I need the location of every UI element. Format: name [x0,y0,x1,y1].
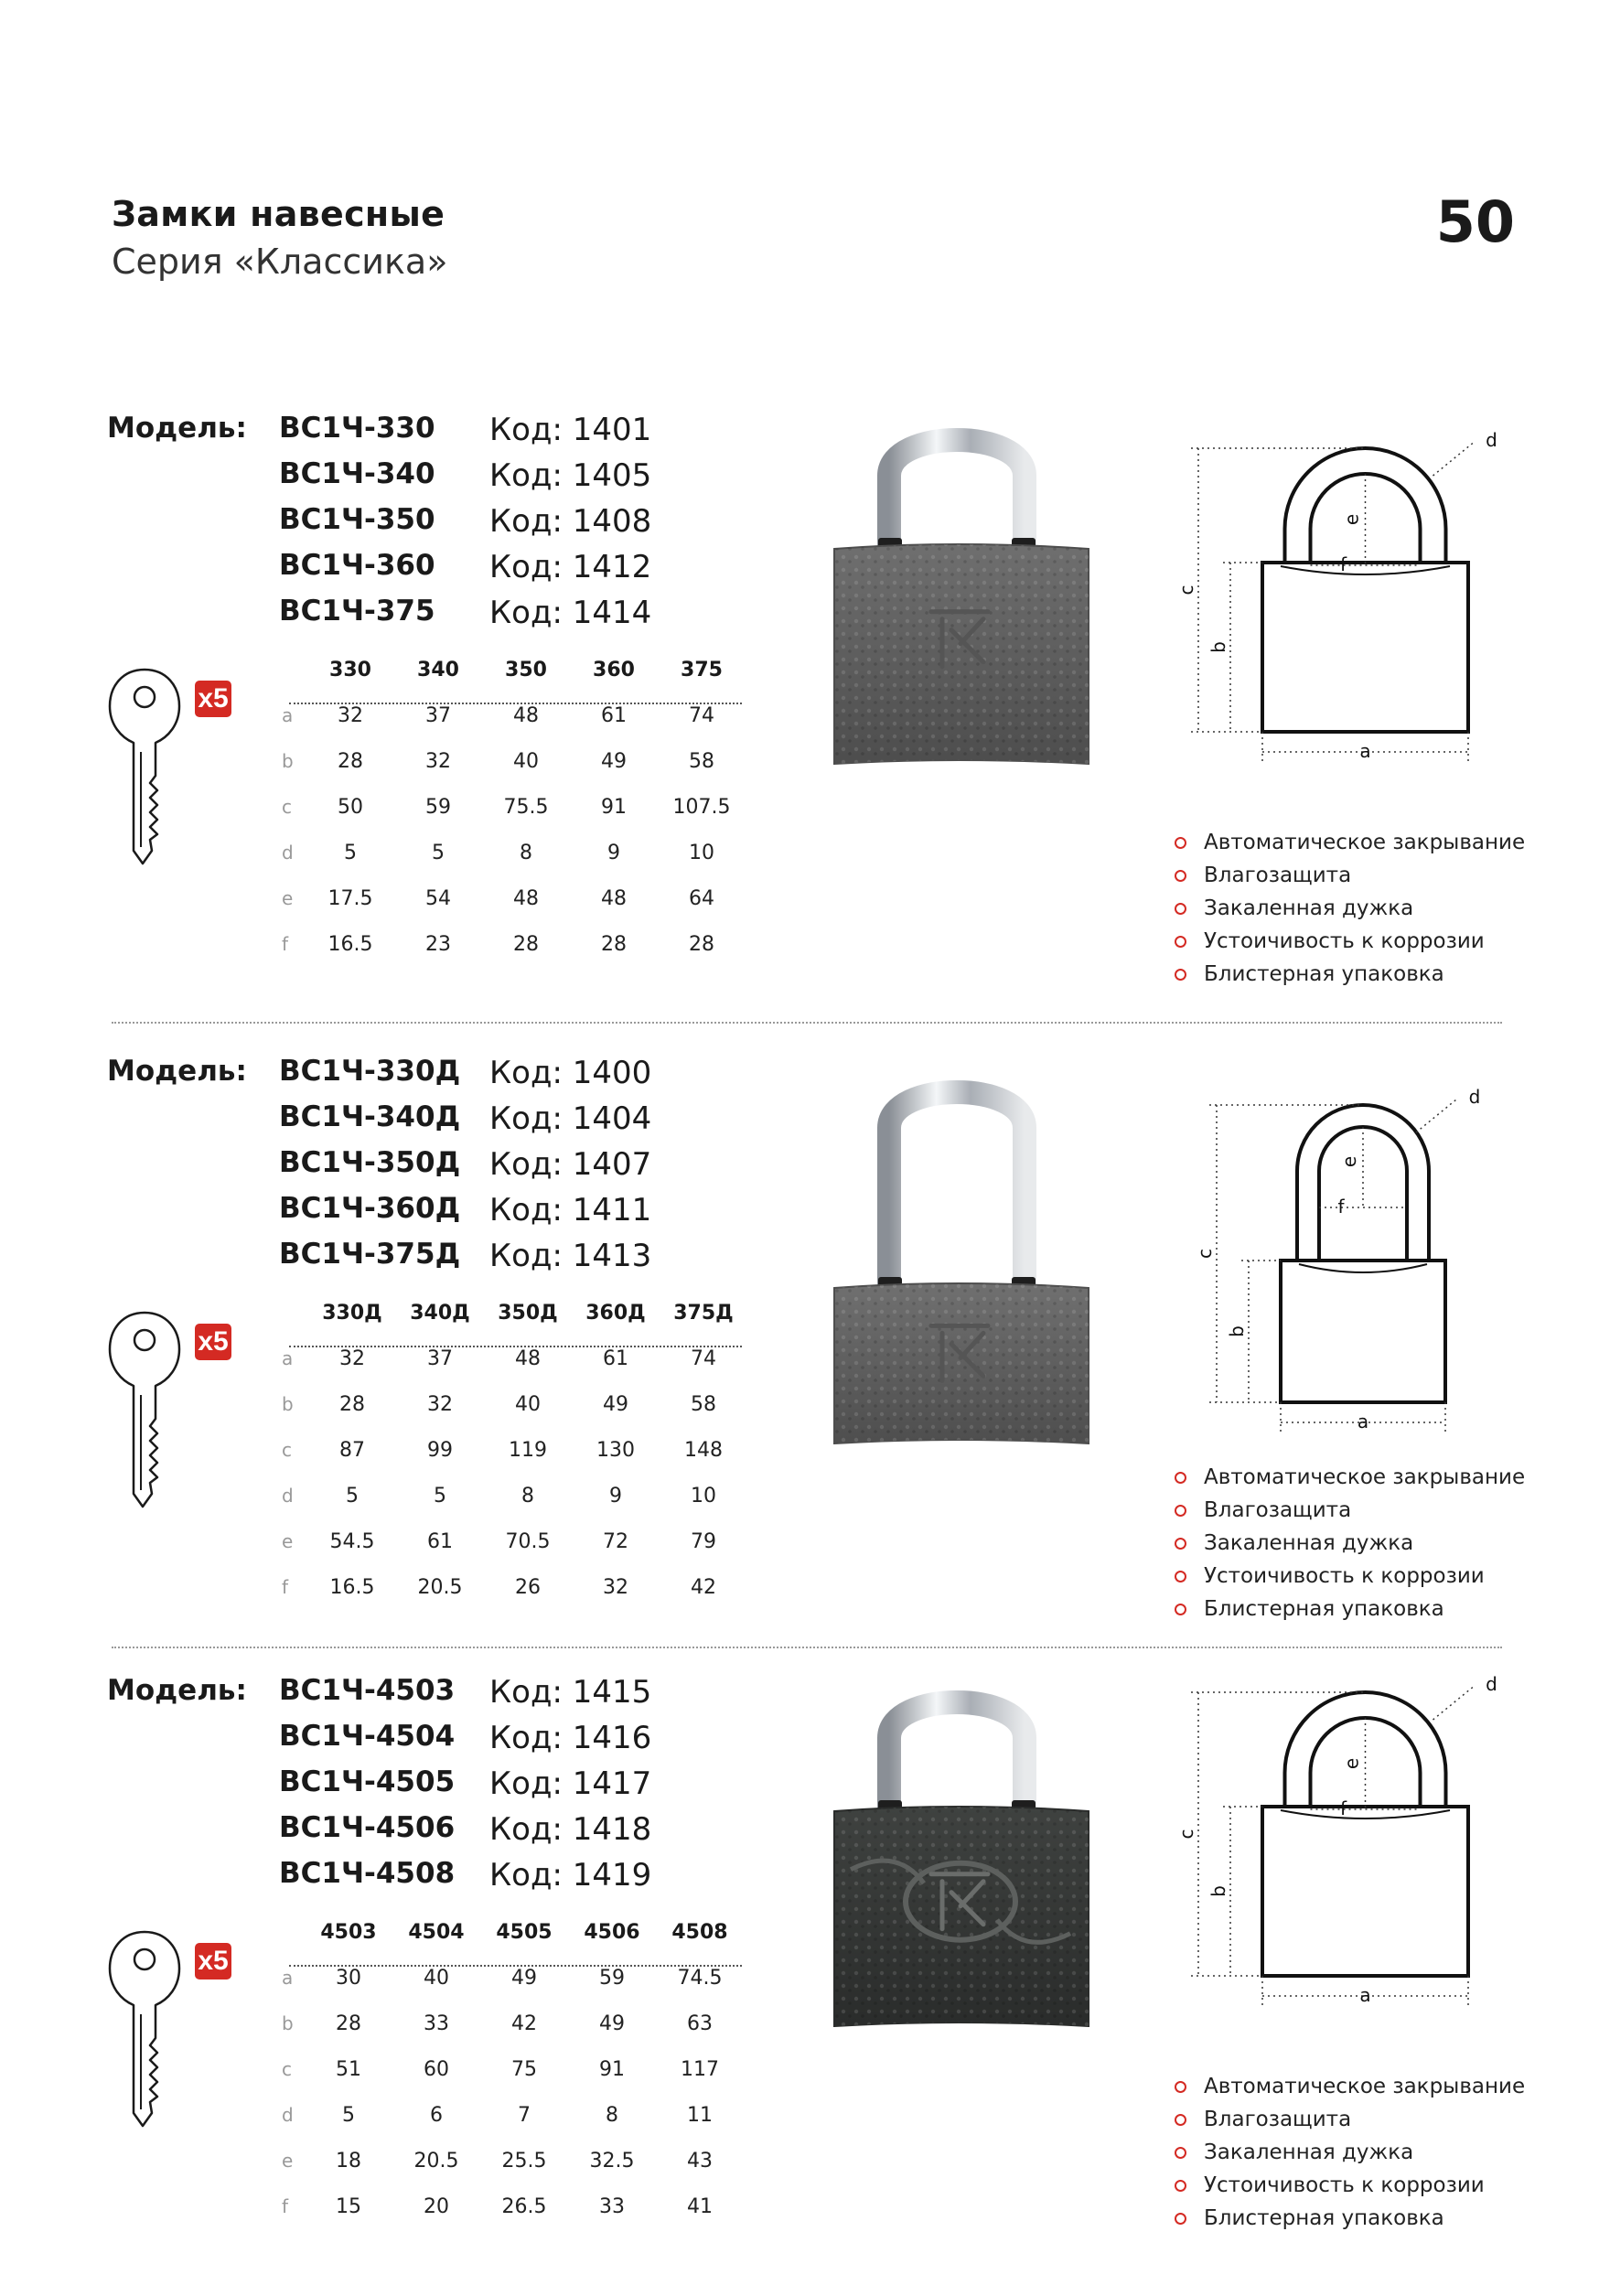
lock-shackle [889,440,1025,556]
dimension-value: 41 [687,2195,713,2218]
dimension-param: b [282,750,294,772]
dimension-value: 33 [424,2012,449,2035]
dimension-param: f [282,1576,289,1598]
lock-photo [814,412,1125,796]
lock-shackle [889,1092,1025,1295]
dimension-param: b [282,2012,294,2034]
dimension-value: 48 [513,887,539,910]
bullet-circle-icon [1175,969,1186,981]
dim-label-f: f [1337,1196,1345,1218]
feature-item [1171,2140,1525,2173]
dimension-value: 130 [596,1439,635,1462]
dimension-value: 28 [601,933,627,956]
feature-item [1171,962,1525,995]
bullet-circle-icon [1175,837,1186,849]
dimension-value: 23 [425,933,451,956]
bullet-circle-icon [1175,1571,1186,1583]
dimension-value: 148 [684,1439,723,1462]
dimension-value: 49 [599,2012,625,2035]
dimension-column-header: 360 [593,659,635,681]
dimension-value: 32 [603,1576,628,1599]
model-code: Код: 1417 [489,1765,652,1802]
dim-label-f: f [1339,1797,1347,1819]
feature-item [1171,896,1525,929]
dimension-param: d [282,842,294,864]
feature-list [1171,2075,1525,2239]
feature-text: Влагозащита [1204,864,1352,887]
dimension-value: 9 [607,842,620,864]
dimension-value: 61 [427,1530,453,1553]
feature-item [1171,2075,1525,2108]
model-code: Код: 1412 [489,549,652,585]
feature-item [1171,929,1525,962]
dimension-value: 26.5 [501,2195,547,2218]
dimension-column-header: 330Д [322,1302,382,1325]
dimension-value: 5 [432,842,445,864]
key-icon [108,1311,254,1512]
bullet-circle-icon [1175,903,1186,915]
dimension-value: 40 [513,750,539,773]
dim-label-a: a [1359,1984,1371,2006]
lock-dimension-diagram [1143,430,1528,796]
dimension-param: b [282,1393,294,1415]
dimension-value: 79 [691,1530,716,1553]
feature-item [1171,1531,1525,1564]
dim-label-a: a [1357,1411,1369,1432]
dimension-value: 117 [681,2058,719,2081]
feature-text: Закаленная дужка [1204,2140,1414,2164]
dimension-column-header: 4508 [671,1921,728,1944]
model-name: ВС1Ч-4505 [279,1765,456,1798]
dimension-param: a [282,1347,294,1369]
dimension-value: 75.5 [503,796,549,819]
dim-label-c: c [1194,1249,1216,1259]
model-name: ВС1Ч-360 [279,549,435,582]
feature-text: Автоматическое закрывание [1204,831,1526,854]
dimension-value: 7 [518,2104,531,2127]
lock-texture [834,1807,1089,2026]
dimension-column-header: 4505 [496,1921,553,1944]
bullet-circle-icon [1175,1472,1186,1484]
dimension-column-header: 4506 [584,1921,640,1944]
dimension-value: 58 [689,750,714,773]
dimension-column-header: 350 [505,659,547,681]
dimension-param: c [282,2058,292,2080]
dimension-value: 54 [425,887,451,910]
dimension-value: 59 [599,1967,625,1990]
dimension-param: d [282,1485,294,1507]
dimension-value: 91 [601,796,627,819]
model-name: ВС1Ч-4503 [279,1674,456,1707]
model-name: ВС1Ч-340Д [279,1100,461,1133]
feature-list [1171,831,1525,995]
dimension-value: 16.5 [327,933,373,956]
dimension-param: a [282,1967,294,1989]
dim-label-b: b [1207,641,1229,653]
bullet-circle-icon [1175,2180,1186,2192]
dimension-value: 48 [601,887,627,910]
model-name: ВС1Ч-350 [279,503,435,536]
dimension-value: 58 [691,1393,716,1416]
dimension-value: 30 [336,1967,361,1990]
dimension-value: 25.5 [501,2150,547,2173]
dimension-value: 33 [599,2195,625,2218]
feature-text: Устоичивость к коррозии [1204,1564,1485,1588]
dimension-column-header: 340Д [410,1302,470,1325]
feature-item [1171,2108,1525,2140]
dim-line-d [1433,1687,1474,1720]
key-icon [108,668,254,869]
dimension-param: a [282,704,294,726]
dimension-value: 49 [511,1967,537,1990]
dimension-value: 54.5 [329,1530,375,1553]
dimension-value: 40 [424,1967,449,1990]
feature-text: Устоичивость к коррозии [1204,929,1485,953]
dimension-column-header: 4503 [320,1921,377,1944]
dimension-param: e [282,887,294,909]
model-code: Код: 1419 [489,1857,652,1894]
page-subtitle: Серия «Классика» [112,241,448,282]
dim-label-e: e [1340,1757,1363,1770]
dimension-value: 17.5 [327,887,373,910]
model-name: ВС1Ч-4508 [279,1857,456,1890]
model-code: Код: 1415 [489,1674,652,1711]
dimension-value: 74 [691,1347,716,1370]
diagram-body [1262,1807,1468,1976]
dimension-value: 32 [427,1393,453,1416]
model-name: ВС1Ч-350Д [279,1146,461,1179]
feature-text: Закаленная дужка [1204,896,1414,920]
key-count-badge: x5 [195,1943,231,1979]
dimension-column-header: 330 [329,659,371,681]
lock-photo [814,1064,1125,1448]
key-outline [110,670,179,864]
feature-item [1171,1597,1525,1630]
model-code: Код: 1416 [489,1720,652,1756]
bullet-circle-icon [1175,870,1186,882]
dim-label-a: a [1359,740,1371,762]
dimension-value: 51 [336,2058,361,2081]
dim-label-b: b [1207,1885,1229,1897]
dimension-value: 119 [509,1439,547,1462]
feature-text: Блистерная упаковка [1204,2206,1444,2230]
section-divider [112,1022,1502,1024]
dimension-value: 37 [427,1347,453,1370]
lock-dimension-diagram [1143,1674,1528,2040]
model-name: ВС1Ч-375 [279,595,435,628]
feature-item [1171,2173,1525,2206]
dimension-value: 28 [339,1393,365,1416]
dimension-value: 5 [344,842,357,864]
dimension-column-header: 350Д [498,1302,558,1325]
dim-label-c: c [1175,1829,1197,1840]
model-name: ВС1Ч-375Д [279,1238,461,1271]
dimension-value: 28 [338,750,363,773]
key-outline [110,1932,179,2126]
dimension-value: 8 [520,842,532,864]
feature-text: Влагозащита [1204,1498,1352,1522]
model-code: Код: 1418 [489,1811,652,1848]
dimension-value: 8 [521,1485,534,1507]
product-section [0,1674,1599,2296]
model-code: Код: 1400 [489,1055,652,1091]
key-count-badge: x5 [195,1324,231,1360]
dimension-value: 50 [338,796,363,819]
dimension-value: 10 [691,1485,716,1507]
dimension-column-header: 375Д [673,1302,734,1325]
dimension-value: 26 [515,1576,541,1599]
dim-line-d [1416,1100,1456,1132]
model-code: Код: 1408 [489,503,652,540]
model-name: ВС1Ч-340 [279,457,435,490]
feature-list [1171,1465,1525,1630]
model-name: ВС1Ч-330Д [279,1055,461,1088]
dimension-value: 48 [513,704,539,727]
dimension-value: 42 [511,2012,537,2035]
bullet-circle-icon [1175,1505,1186,1517]
dimension-value: 20.5 [417,1576,463,1599]
dimension-value: 37 [425,704,451,727]
dimension-value: 59 [425,796,451,819]
model-label: Модель: [107,1055,247,1088]
dimension-value: 40 [515,1393,541,1416]
feature-item [1171,1498,1525,1531]
dimension-value: 61 [601,704,627,727]
product-section [0,1055,1599,1677]
dim-label-c: c [1175,585,1197,595]
feature-text: Блистерная упаковка [1204,1597,1444,1621]
feature-item [1171,2206,1525,2239]
dimension-value: 75 [511,2058,537,2081]
lock-photo [814,1674,1125,2058]
dim-label-d: d [1486,430,1497,451]
page-number: 50 [1435,188,1515,255]
model-label: Модель: [107,1674,247,1707]
dimension-value: 5 [342,2104,355,2127]
dimension-value: 20 [424,2195,449,2218]
model-name: ВС1Ч-330 [279,412,435,445]
dimension-value: 99 [427,1439,453,1462]
dimension-value: 60 [424,2058,449,2081]
dimension-value: 20.5 [413,2150,459,2173]
model-code: Код: 1401 [489,412,652,448]
dim-label-e: e [1338,1155,1360,1168]
model-name: ВС1Ч-360Д [279,1192,461,1225]
feature-item [1171,1564,1525,1597]
dimension-value: 74 [689,704,714,727]
dimension-value: 11 [687,2104,713,2127]
section-divider [112,1647,1502,1648]
dimension-column-header: 340 [417,659,459,681]
dimension-param: e [282,2150,294,2172]
dimension-value: 18 [336,2150,361,2173]
dimension-value: 28 [513,933,539,956]
dimension-column-header: 360Д [585,1302,646,1325]
dimension-value: 91 [599,2058,625,2081]
dim-label-b: b [1226,1325,1248,1337]
bullet-circle-icon [1175,1538,1186,1550]
dimension-value: 107.5 [672,796,731,819]
diagram-body [1281,1261,1445,1402]
key-outline [110,1313,179,1507]
dim-label-d: d [1468,1087,1481,1108]
feature-text: Закаленная дужка [1204,1531,1414,1555]
dimension-param: e [282,1530,294,1552]
dim-label-f: f [1339,553,1347,575]
lock-texture [834,1283,1089,1443]
dimension-value: 64 [689,887,714,910]
dimension-param: d [282,2104,294,2126]
dimension-value: 87 [339,1439,365,1462]
dimension-column-header: 4504 [408,1921,465,1944]
lock-dimension-diagram [1143,1087,1528,1453]
dimension-value: 49 [601,750,627,773]
dimension-value: 43 [687,2150,713,2173]
dim-label-d: d [1486,1674,1497,1695]
dimension-param: f [282,933,289,955]
dimension-value: 48 [515,1347,541,1370]
dimension-value: 28 [336,2012,361,2035]
bullet-circle-icon [1175,1604,1186,1615]
feature-text: Автоматическое закрывание [1204,2075,1526,2098]
dimension-value: 32.5 [589,2150,635,2173]
feature-text: Влагозащита [1204,2108,1352,2131]
dimension-value: 16.5 [329,1576,375,1599]
dimension-value: 32 [339,1347,365,1370]
lock-texture [834,544,1089,764]
model-code: Код: 1407 [489,1146,652,1183]
model-code: Код: 1414 [489,595,652,631]
model-name: ВС1Ч-4506 [279,1811,456,1844]
dimension-column-header: 375 [681,659,723,681]
dimension-value: 8 [606,2104,618,2127]
model-label: Модель: [107,412,247,445]
model-code: Код: 1413 [489,1238,652,1274]
feature-text: Блистерная упаковка [1204,962,1444,986]
dimension-param: c [282,1439,292,1461]
model-name: ВС1Ч-4504 [279,1720,456,1753]
model-code: Код: 1404 [489,1100,652,1137]
feature-text: Устоичивость к коррозии [1204,2173,1485,2197]
dim-label-e: e [1340,513,1363,526]
dimension-value: 74.5 [677,1967,723,1990]
bullet-circle-icon [1175,2114,1186,2126]
feature-item [1171,831,1525,864]
key-count-badge: x5 [195,681,231,717]
bullet-circle-icon [1175,2213,1186,2225]
feature-item [1171,1465,1525,1498]
dimension-value: 70.5 [505,1530,551,1553]
bullet-circle-icon [1175,2147,1186,2159]
bullet-circle-icon [1175,936,1186,948]
dimension-value: 28 [689,933,714,956]
dimension-value: 61 [603,1347,628,1370]
dimension-value: 5 [346,1485,359,1507]
dimension-value: 6 [430,2104,443,2127]
product-section [0,412,1599,1034]
bullet-circle-icon [1175,2081,1186,2093]
lock-shackle [889,1702,1025,1819]
dimension-value: 15 [336,2195,361,2218]
model-code: Код: 1411 [489,1192,652,1228]
dimension-value: 63 [687,2012,713,2035]
dimension-value: 32 [425,750,451,773]
dimension-value: 10 [689,842,714,864]
feature-item [1171,864,1525,896]
feature-text: Автоматическое закрывание [1204,1465,1526,1489]
dimension-param: c [282,796,292,818]
dimension-value: 49 [603,1393,628,1416]
key-icon [108,1930,254,2131]
dim-line-d [1433,443,1474,476]
dimension-value: 72 [603,1530,628,1553]
page-title: Замки навесные [112,194,445,234]
dimension-value: 5 [434,1485,446,1507]
dimension-param: f [282,2195,289,2217]
model-code: Код: 1405 [489,457,652,494]
dimension-value: 9 [609,1485,622,1507]
diagram-body [1262,563,1468,732]
dimension-value: 42 [691,1576,716,1599]
dimension-value: 32 [338,704,363,727]
